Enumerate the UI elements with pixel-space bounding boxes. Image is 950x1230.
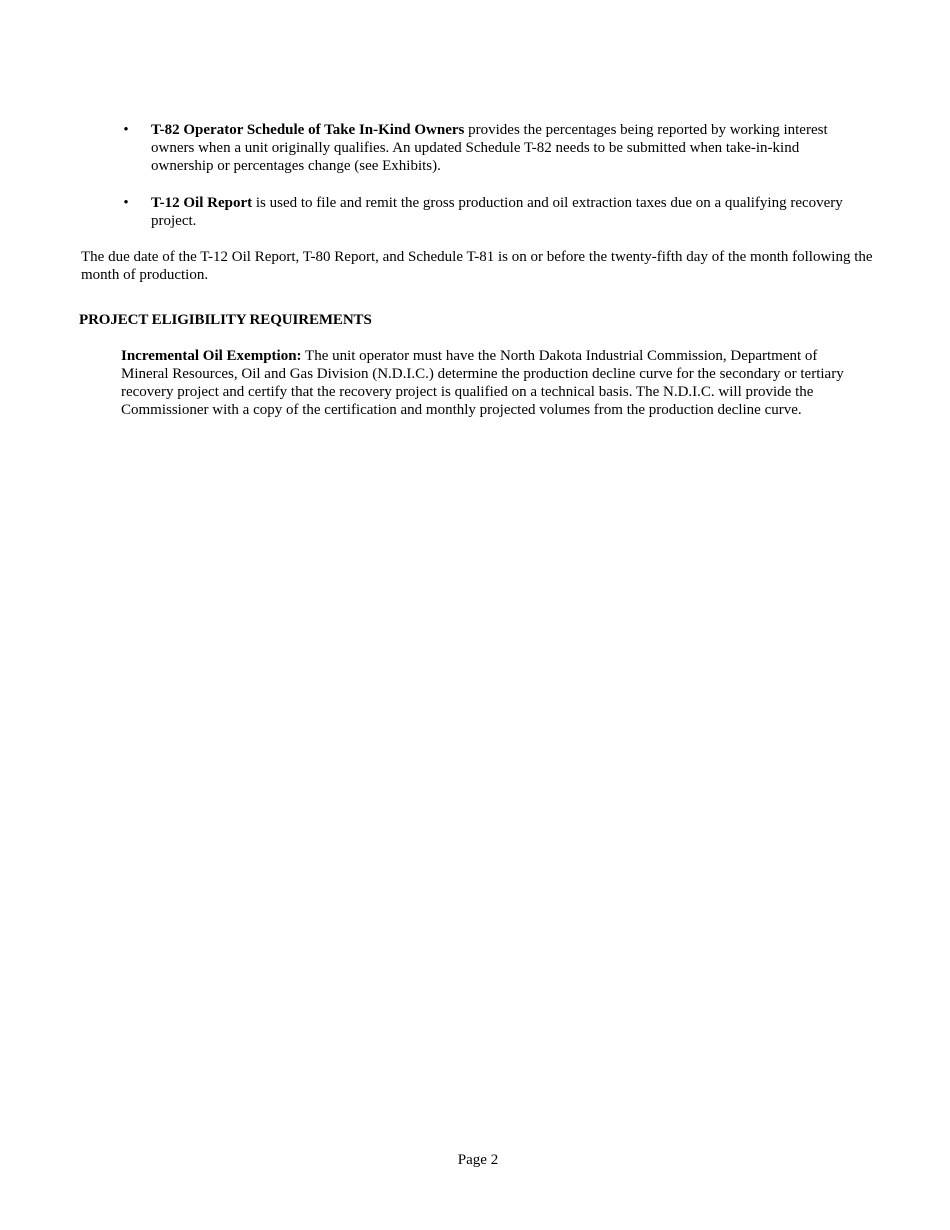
bullet-lead: T-82 Operator Schedule of Take In-Kind Owners: [151, 122, 465, 138]
incremental-body: The unit operator must have the North Dakota Industrial Commission, Department of Mineral Resources, Oil and Gas Division (N.D.I.C.) determine the production decline curve for the secondary or tertiary recovery project and certify that the recovery project is qualified on a technical basis. The N.D.I.C. will provide the Commissioner with a copy of the certification and monthly projected volumes from the production decline curve.: [121, 348, 844, 418]
bullet-body: provides the percentages being reported by working interest owners when a unit originally qualifies. An updated Schedule T-82 needs to be submitted when take-in-kind ownership or percentages change (see Exhibits).: [151, 122, 828, 174]
incremental-oil-paragraph: [121, 347, 856, 419]
bullet-icon: •: [123, 195, 129, 211]
bullet-text: [151, 121, 865, 175]
page-number: Page 2: [457, 1152, 499, 1168]
section-heading: PROJECT ELIGIBILITY REQUIREMENTS: [79, 312, 372, 328]
bullet-text: [151, 194, 865, 230]
bullet-lead: T-12 Oil Report: [151, 195, 253, 211]
due-date-paragraph: The due date of the T-12 Oil Report, T-80 Report, and Schedule T-81 is on or before the twenty-fifth day of the month following the month of production.: [81, 249, 873, 283]
incremental-lead: Incremental Oil Exemption:: [121, 348, 302, 364]
bullet-icon: •: [123, 122, 129, 138]
bullet-body: is used to file and remit the gross production and oil extraction taxes due on a qualifying recovery project.: [151, 195, 843, 229]
